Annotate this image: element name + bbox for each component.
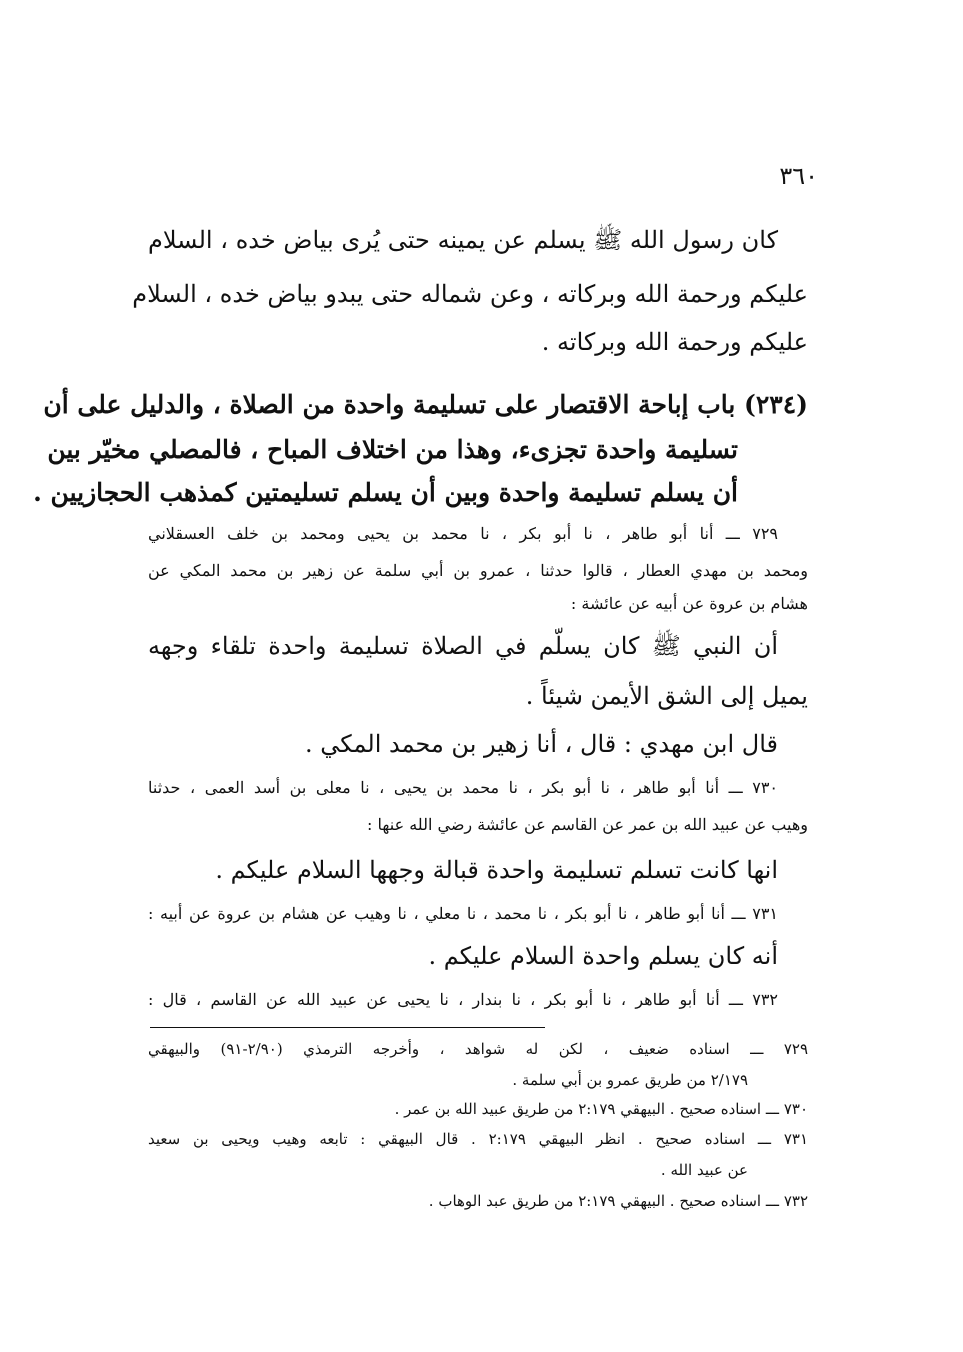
isnad-line: ٧٢٩ ـــ أنا أبو طاهر ، نا أبو بكر ، نا محمد بن يحيى ومحمد بن خلف العسقلاني (148, 524, 778, 543)
chapter-heading-line: (٢٣٤) باب إباحة الاقتصار على تسليمة واحدة من الصلاة ، والدليل على أن (43, 390, 808, 419)
hadith-text-line: انها كانت تسلم تسليمة واحدة قبالة وجهها السلام عليكم . (215, 856, 778, 884)
isnad-line: هشام بن عروة عن أبيه عن عائشة : (570, 594, 808, 613)
isnad-line: ومحمد بن مهدي العطار ، قالوا حدثنا ، عمرو بن أبي سلمة عن زهير بن محمد المكي عن (148, 561, 808, 580)
body-line: كان رسول الله ﷺ يسلم عن يمينه حتى يُرى بياض خده ، السلام (148, 226, 778, 254)
hadith-text-line: يميل إلى الشق الأيمن شيئاً . (525, 682, 808, 710)
isnad-line: وهيب عن عبيد الله بن عمر عن القاسم عن عائشة رضي الله عنها : (367, 815, 808, 834)
isnad-line: ٧٣٠ ـــ أنا أبو طاهر ، نا أبو بكر ، نا محمد بن يحيى ، نا معلى بن أسد العمى ، حدثنا (148, 778, 778, 797)
page-number: ٣٦٠ (779, 162, 818, 190)
hadith-text-line: أن النبي ﷺ كان يسلّم في الصلاة تسليمة واحدة تلقاء وجهه (148, 632, 778, 660)
hadith-comment: قال ابن مهدي : قال ، أنا زهير بن محمد المكي . (304, 730, 778, 758)
isnad-line: ٧٣١ ـــ أنا أبو طاهر ، نا أبو بكر ، نا محمد ، نا معلي ، نا وهيب عن هشام بن عروة عن أبيه : (148, 904, 778, 923)
footnote-separator (150, 1027, 545, 1028)
footnote-line: ٢/١٧٩ من طريق عمرو بن أبي سلمة . (512, 1071, 748, 1089)
hadith-text-line: أنه كان يسلم واحدة السلام عليكم . (428, 942, 778, 970)
isnad-line: ٧٣٢ ـــ أنا أبو طاهر ، نا أبو بكر ، نا بندار ، نا يحيى عن عبيد الله عن القاسم ، قال : (148, 990, 778, 1009)
footnote-line: ٧٣٠ ـــ اسناده صحيح . البيهقي ٢:١٧٩ من طريق عبيد الله بن عمر . (394, 1100, 808, 1118)
chapter-heading-line: أن يسلم تسليمة واحدة وبين أن يسلم تسليمتين كمذهب الحجازيين . (33, 478, 738, 507)
body-line: عليكم ورحمة الله وبركاته . (541, 328, 808, 356)
footnote-line: عن عبيد الله . (660, 1161, 748, 1179)
chapter-heading-line: تسليمة واحدة تجزىء، وهذا من اختلاف المباح ، فالمصلي مخيّر بين (47, 435, 738, 464)
footnote-line: ٧٣١ ـــ اسناده صحيح . انظر البيهقي ٢:١٧٩ . قال البيهقي : تابعه وهيب ويحيى بن سعيد (148, 1130, 808, 1148)
footnote-line: ٧٢٩ ـــ اسناده ضعيف ، لكن له شواهد ، وأخرجه الترمذي (٢/٩٠-٩١) والبيهقي (148, 1040, 808, 1058)
body-line: عليكم ورحمة الله وبركاته ، وعن شماله حتى يبدو بياض خده ، السلام (132, 280, 808, 308)
footnote-line: ٧٣٢ ـــ اسناده صحيح . البيهقي ٢:١٧٩ من طريق عبد الوهاب . (428, 1192, 808, 1210)
